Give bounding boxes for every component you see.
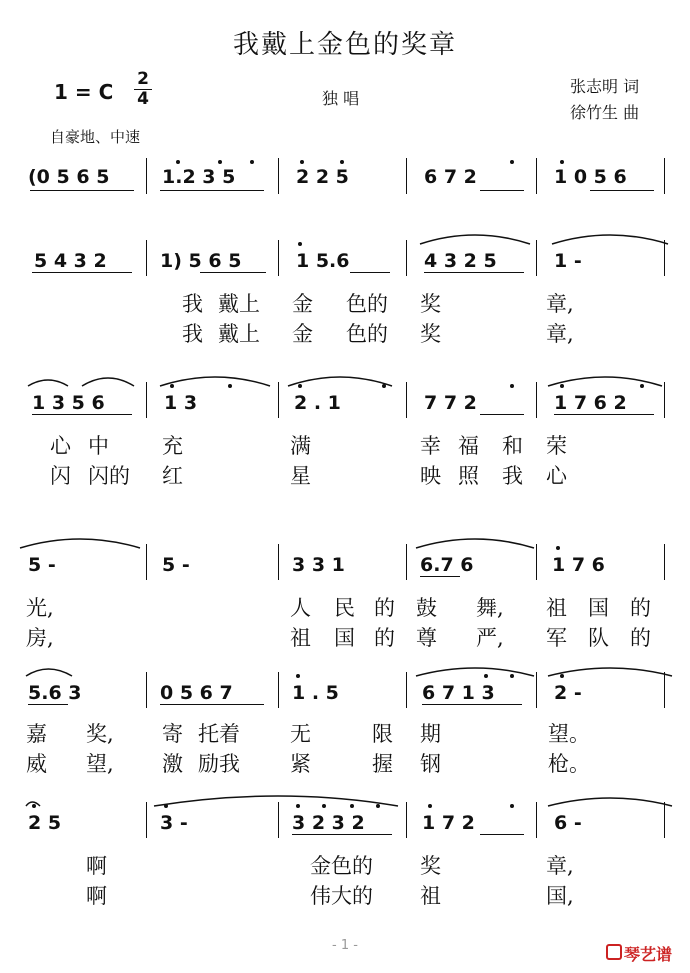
tie <box>548 668 672 676</box>
lyric: 色的 <box>346 292 388 316</box>
measure-notes: 1 7 6 2 <box>554 392 627 414</box>
lyric: 无 <box>290 722 311 746</box>
measure-notes: 1 0 5 6 <box>554 166 627 188</box>
lyric: 枪。 <box>548 752 590 776</box>
lyric: 限 <box>372 722 393 746</box>
lyric: 威 <box>26 752 47 776</box>
lyric: 的 <box>630 596 651 620</box>
tie <box>552 235 668 244</box>
lyric: 映 <box>420 464 441 488</box>
lyric: 荣 <box>546 434 567 458</box>
measure-notes: 5 - <box>28 554 56 576</box>
measure-notes: 7 7 2 <box>424 392 477 414</box>
lyric: 祖 <box>546 596 567 620</box>
lyric: 色的 <box>346 322 388 346</box>
measure-notes: 6 - <box>554 812 582 834</box>
measure-notes: 4 3 2 5 <box>424 250 497 272</box>
lyric: 握 <box>372 752 393 776</box>
lyric: 金 <box>292 322 313 346</box>
measure-notes: 3 2 3 2 <box>292 812 365 834</box>
lyric: 房, <box>26 626 54 650</box>
lyric: 戴上 <box>218 292 260 316</box>
measure-notes: 1 3 5 6 <box>32 392 105 414</box>
measure-notes: 5.6 3 <box>28 682 82 704</box>
lyric: 闪 <box>50 464 71 488</box>
tie <box>20 539 140 548</box>
tie <box>548 377 662 386</box>
page-number: - 1 - <box>332 938 358 953</box>
lyric: 章, <box>546 322 574 346</box>
tie <box>26 802 40 806</box>
lyric: 期 <box>420 722 441 746</box>
lyric: 望, <box>86 752 114 776</box>
lyric: 国 <box>588 596 609 620</box>
measure-notes: 1) 5 6 5 <box>160 250 242 272</box>
lyric: 我 <box>502 464 523 488</box>
lyric: 奖 <box>420 322 441 346</box>
measure-notes: 6.7 6 <box>420 554 474 576</box>
lyric: 国 <box>334 626 355 650</box>
lyric: 舞, <box>476 596 504 620</box>
performance-type: 独 唱 <box>322 89 360 108</box>
tempo-marking: 自豪地、中速 <box>50 128 141 146</box>
lyric: 嘉 <box>26 722 47 746</box>
tie <box>416 668 534 676</box>
tie <box>160 377 270 386</box>
lyric: 国, <box>546 884 574 908</box>
tie <box>154 796 398 806</box>
lyric: 望。 <box>548 722 590 746</box>
measure-notes: 3 - <box>160 812 188 834</box>
lyric: 啊 <box>86 854 107 878</box>
lyric: 充 <box>162 434 183 458</box>
lyric: 伟大的 <box>310 884 373 908</box>
lyric: 军 <box>546 626 567 650</box>
lyric: 光, <box>26 596 54 620</box>
lyric: 祖 <box>290 626 311 650</box>
measure-notes: 1 7 6 <box>552 554 605 576</box>
watermark-text: 琴艺谱 <box>624 945 673 964</box>
measure-notes: 1 5.6 <box>296 250 350 272</box>
lyric: 照 <box>458 464 479 488</box>
lyric: 红 <box>162 464 183 488</box>
lyric: 钢 <box>420 752 441 776</box>
measure-notes: 2 2 5 <box>296 166 349 188</box>
lyric: 闪的 <box>88 464 130 488</box>
lyric: 幸 <box>420 434 441 458</box>
measure-notes: 6 7 2 <box>424 166 477 188</box>
lyric: 祖 <box>420 884 441 908</box>
lyric: 鼓 <box>416 596 437 620</box>
measure-notes: 1.2 3 5 <box>162 166 236 188</box>
lyric: 我 <box>182 322 203 346</box>
lyricist-credit: 张志明 词 <box>570 77 640 96</box>
measure-notes: 2 - <box>554 682 582 704</box>
lyric: 紧 <box>290 752 311 776</box>
tie <box>82 378 134 386</box>
lyric: 严, <box>476 626 504 650</box>
meter-top: 2 <box>137 69 149 89</box>
tie <box>548 798 672 806</box>
lyric: 金 <box>292 292 313 316</box>
lyric: 民 <box>334 596 355 620</box>
tie <box>288 377 392 386</box>
lyric: 的 <box>630 626 651 650</box>
lyric: 和 <box>502 434 523 458</box>
lyric: 心 <box>50 434 71 458</box>
lyric: 激 <box>162 752 183 776</box>
lyric: 福 <box>458 434 479 458</box>
lyric: 金色的 <box>310 854 373 878</box>
song-title: 我戴上金色的奖章 <box>232 30 457 60</box>
lyric: 章, <box>546 854 574 878</box>
measure-notes: 5 - <box>162 554 190 576</box>
lyric: 托着 <box>198 722 240 746</box>
lyric: 的 <box>374 626 395 650</box>
lyric: 人 <box>290 596 311 620</box>
lyric: 满 <box>290 434 311 458</box>
measure-notes: 5 4 3 2 <box>34 250 107 272</box>
lyric: 戴上 <box>218 322 260 346</box>
lyric: 奖, <box>86 722 114 746</box>
measure-notes: 1 7 2 <box>422 812 475 834</box>
measure-notes: 6 7 1 3 <box>422 682 495 704</box>
tie <box>420 235 530 244</box>
watermark-logo-icon <box>606 944 622 960</box>
measure-notes: 1 - <box>554 250 582 272</box>
lyric: 中 <box>88 434 109 458</box>
lyric: 啊 <box>86 884 107 908</box>
lyric: 尊 <box>416 626 437 650</box>
meter-bottom: 4 <box>137 89 149 109</box>
tie <box>26 669 72 676</box>
measure-notes: 0 5 6 7 <box>160 682 233 704</box>
lyric: 奖 <box>420 854 441 878</box>
measure-notes: 1 3 <box>164 392 198 414</box>
measure-notes: 3 3 1 <box>292 554 345 576</box>
key-signature: 1 = C <box>54 80 114 104</box>
lyric: 队 <box>588 626 609 650</box>
measure-notes: 2 . 1 <box>294 392 341 414</box>
lyric: 的 <box>374 596 395 620</box>
lyric: 励我 <box>198 752 240 776</box>
lyric: 奖 <box>420 292 441 316</box>
lyric: 心 <box>546 464 567 488</box>
tie <box>28 380 68 386</box>
tie <box>416 539 534 548</box>
lyric: 星 <box>290 464 311 488</box>
lyric: 我 <box>182 292 203 316</box>
measure-notes: (0 5 6 5 <box>28 166 110 188</box>
composer-credit: 徐竹生 曲 <box>570 103 640 122</box>
measure-notes: 2 5 <box>28 812 62 834</box>
lyric: 章, <box>546 292 574 316</box>
measure-notes: 1 . 5 <box>292 682 339 704</box>
lyric: 寄 <box>162 722 183 746</box>
